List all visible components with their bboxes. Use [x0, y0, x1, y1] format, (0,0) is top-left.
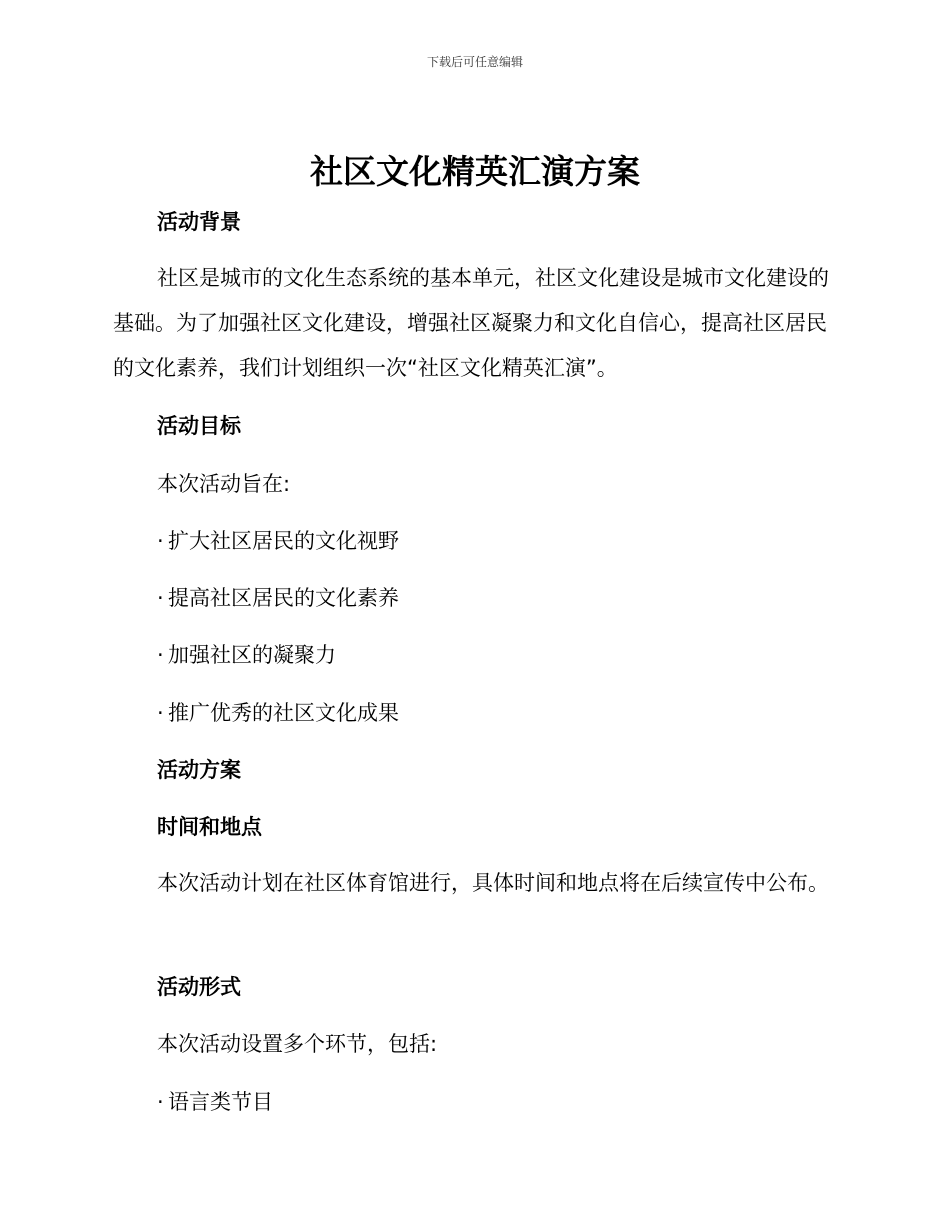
format-intro: 本次活动设置多个环节，包括:	[157, 1032, 438, 1056]
list-item	[157, 526, 399, 556]
time-place-paragraph: 本次活动计划在社区体育馆进行，具体时间和地点将在后续宣传中公布。	[157, 871, 829, 895]
background-paragraph: 社区是城市的文化生态系统的基本单元，社区文化建设是城市文化建设的基础。为了加强社区文化建设，增强社区凝聚力和文化自信心，提高社区居民的文化素养，我们计划组织一次“社区文化精英汇演”。	[113, 266, 829, 380]
bullet-mark: ·	[157, 529, 164, 553]
document-title: 社区文化精英汇演方案	[310, 152, 640, 191]
subheading-time-place: 时间和地点	[157, 815, 262, 839]
list-item-text: 推广优秀的社区文化成果	[168, 701, 399, 725]
section-heading-goals: 活动目标	[157, 414, 241, 438]
list-item-text: 提高社区居民的文化素养	[168, 586, 399, 610]
bullet-mark: ·	[157, 1090, 164, 1114]
bullet-mark: ·	[157, 701, 164, 725]
goals-intro: 本次活动旨在:	[157, 472, 291, 496]
list-item-text: 语言类节目	[168, 1090, 273, 1114]
section-heading-plan: 活动方案	[157, 758, 241, 782]
list-item-text: 扩大社区居民的文化视野	[168, 529, 399, 553]
list-item	[157, 698, 399, 728]
list-item	[157, 640, 336, 670]
subheading-format: 活动形式	[157, 975, 241, 999]
bullet-mark: ·	[157, 643, 164, 667]
list-item	[157, 583, 399, 613]
list-item-text: 加强社区的凝聚力	[168, 643, 336, 667]
page-header-watermark: 下载后可任意编辑	[426, 55, 523, 69]
bullet-mark: ·	[157, 586, 164, 610]
list-item	[157, 1087, 273, 1117]
section-heading-background: 活动背景	[157, 210, 241, 234]
